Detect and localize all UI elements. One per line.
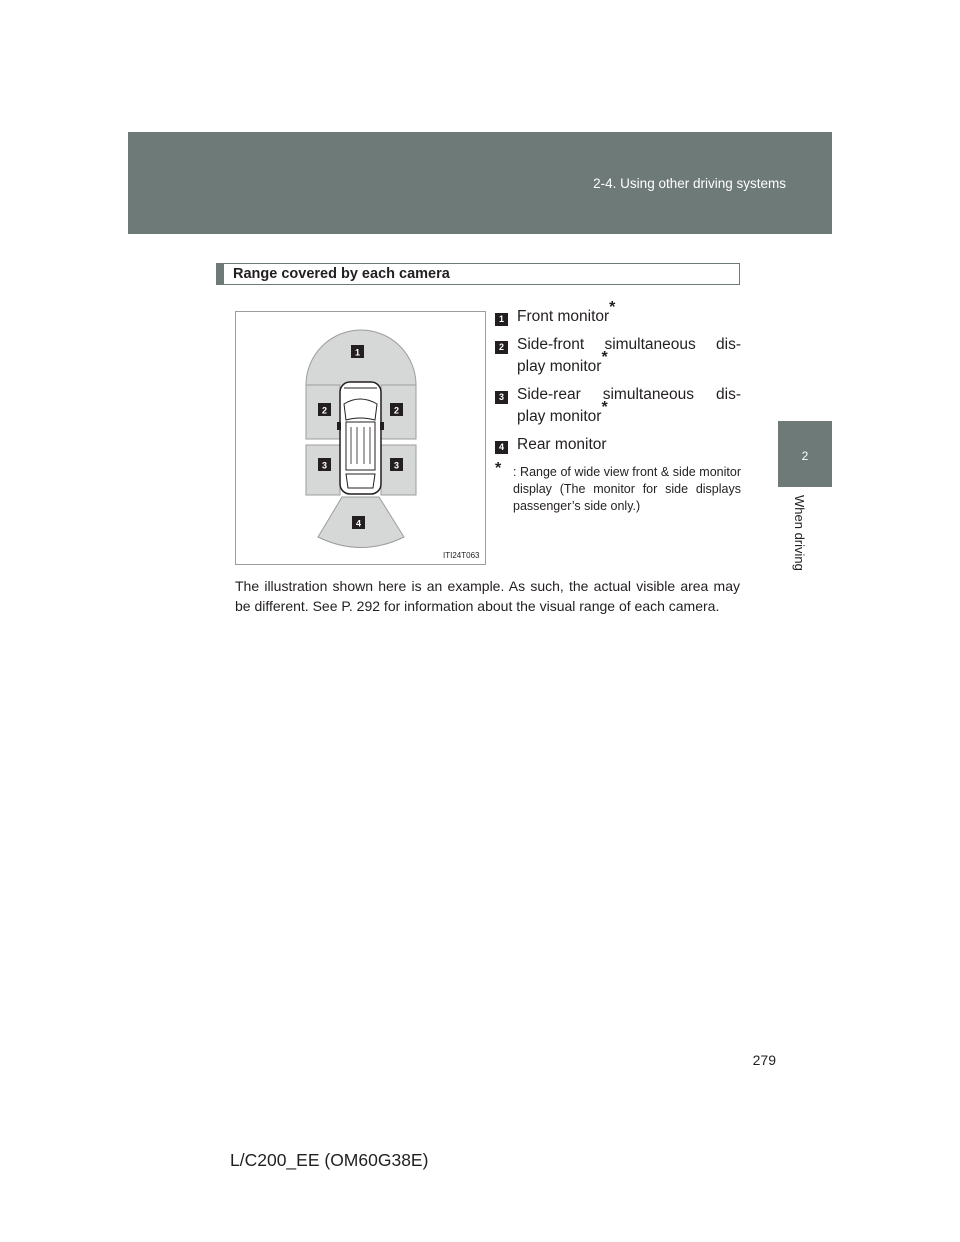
- camera-range-diagram: [236, 312, 485, 564]
- section-title: 2-4. Using other driving systems: [593, 176, 786, 191]
- header-band: [128, 132, 832, 234]
- legend-item-side-front-monitor: 2 Side-front simultaneous dis- play monitor*: [495, 334, 741, 378]
- svg-text:2: 2: [321, 405, 328, 416]
- vehicle-top-view: [337, 382, 384, 494]
- legend-list: [495, 299, 741, 515]
- svg-text:4: 4: [355, 518, 362, 529]
- marker-2-left: [318, 403, 331, 416]
- page-number: 279: [752, 1052, 776, 1068]
- body-paragraph: The illustration shown here is an example. As such, the actual visible area may be different. See P. 292 for information about the visual range of each camera.: [235, 578, 740, 614]
- legend-marker-2: 2: [495, 341, 508, 354]
- marker-4: [352, 516, 365, 529]
- footnote-asterisk: *: [495, 460, 502, 477]
- heading-text: Range covered by each camera: [233, 266, 450, 282]
- legend-item-rear-monitor: 4 Rear monitor: [495, 434, 741, 456]
- marker-3-right: [390, 458, 403, 471]
- svg-text:3: 3: [321, 460, 328, 471]
- footnote: [495, 460, 741, 515]
- marker-1: [351, 345, 364, 358]
- chapter-label: When driving: [792, 495, 807, 571]
- footnote-text: : Range of wide view front & side monitor display (The monitor for side displays passenger’s side only.): [513, 465, 741, 513]
- legend-marker-4: 4: [495, 441, 508, 454]
- legend-item-front-monitor: 1 Front monitor*: [495, 306, 741, 328]
- svg-text:3: 3: [393, 460, 400, 471]
- marker-3-left: [318, 458, 331, 471]
- camera-range-illustration: [235, 311, 486, 565]
- legend-marker-1: 1: [495, 313, 508, 326]
- marker-2-right: [390, 403, 403, 416]
- figure-code: ITI24T063: [443, 551, 480, 560]
- chapter-tab[interactable]: [778, 421, 832, 487]
- chapter-number: 2: [801, 449, 809, 463]
- legend-marker-3: 3: [495, 391, 508, 404]
- section-heading: [216, 263, 740, 285]
- legend-item-side-rear-monitor: 3 Side-rear simultaneous dis- play monitor*: [495, 384, 741, 428]
- svg-text:2: 2: [393, 405, 400, 416]
- document-code: L/C200_EE (OM60G38E): [230, 1150, 429, 1170]
- svg-text:1: 1: [354, 347, 361, 358]
- heading-accent-bar: [217, 264, 224, 284]
